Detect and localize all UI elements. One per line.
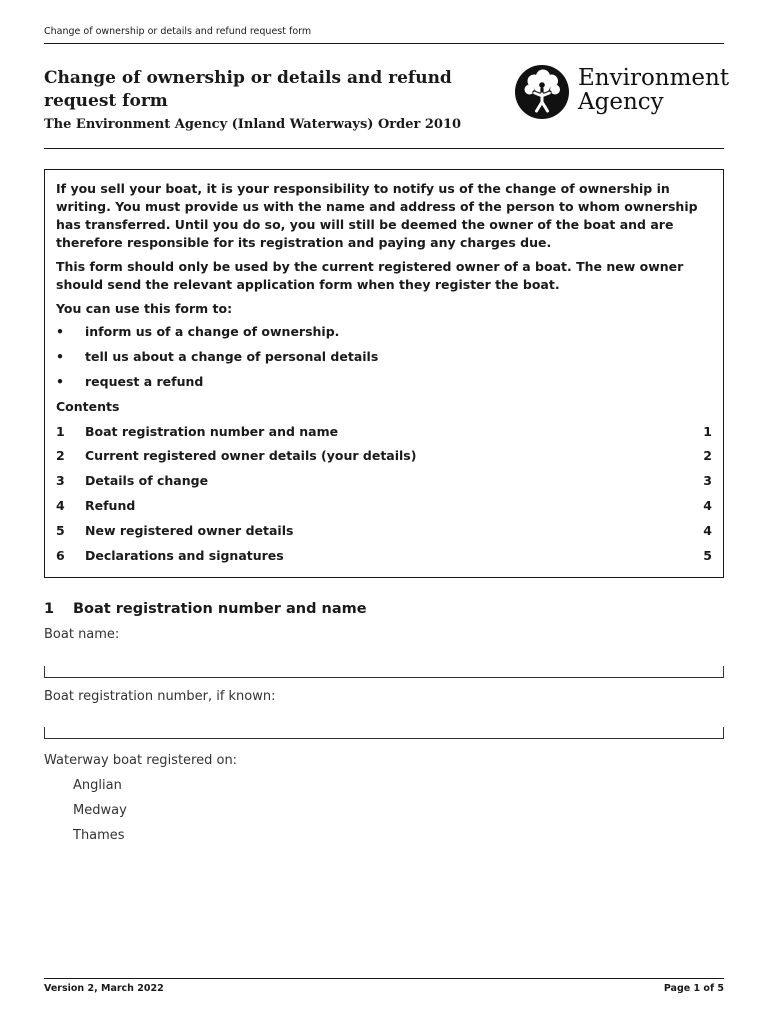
waterway-option-medway[interactable]: Medway [73,803,127,818]
intro-paragraph-2: This form should only be used by the current registered owner of a boat. The new owner should send the relevant application form when they register the boat. [56,259,684,292]
environment-agency-logo [514,64,730,120]
page-title: Change of ownership or details and refund request form [44,68,452,111]
toc-number: 3 [56,473,65,489]
toc-title: Refund [85,497,136,513]
toc-number: 2 [56,448,65,464]
logo-wordmark [578,66,729,114]
bullet-text: tell us about a change of personal details [85,349,379,365]
section-title: Boat registration number and name [73,601,367,617]
bullet-text: request a refund [85,373,204,389]
toc-row[interactable] [56,543,712,568]
tree-person-logo-icon [514,64,570,120]
toc-page: 3 [703,473,712,489]
contents-heading: Contents [56,398,120,414]
logo-line-2: Agency [578,89,664,115]
toc-title: Current registered owner details (your details) [85,448,417,464]
section-number: 1 [44,601,55,617]
toc-page: 4 [703,497,712,513]
toc-row[interactable] [56,419,712,444]
toc-number: 5 [56,522,65,538]
list-item [56,320,712,345]
title-divider [44,148,724,149]
bullet-text: inform us of a change of ownership. [85,324,340,340]
waterway-option-anglian[interactable]: Anglian [73,778,122,793]
toc-row[interactable] [56,469,712,494]
waterway-label: Waterway boat registered on: [44,753,238,768]
section-1-heading [44,601,367,617]
intro-uses-label: You can use this form to: [56,301,233,316]
footer-page-number: Page 1 of 5 [663,983,724,994]
running-header-title: Change of ownership or details and refund request form [44,26,312,37]
toc-page: 5 [703,547,712,563]
toc-page: 1 [703,423,712,439]
bullet-glyph: • [56,373,64,389]
boat-registration-field[interactable] [44,727,724,739]
toc-number: 6 [56,547,65,563]
toc-title: Details of change [85,473,209,489]
logo-line-1: Environment [578,65,730,91]
boat-name-label: Boat name: [44,627,120,642]
toc-title: New registered owner details [85,522,294,538]
boat-registration-label: Boat registration number, if known: [44,689,276,704]
boat-name-field[interactable] [44,666,724,678]
toc-page: 4 [703,522,712,538]
running-header [44,26,724,44]
intro-box [44,169,724,578]
list-item [56,345,712,370]
list-item [56,370,712,395]
page-subtitle: The Environment Agency (Inland Waterways) Order 2010 [44,117,462,132]
toc-row[interactable] [56,518,712,543]
toc-page: 2 [703,448,712,464]
toc-title: Boat registration number and name [85,423,339,439]
intro-paragraph-1: If you sell your boat, it is your responsibility to notify us of the change of ownership in writing. You must provide us with the name and address of the person to whom ownership has transferred. Until you do so, you will still be deemed the owner of the boat and are therefore responsible for its registration and paying any charges due. [56,181,698,250]
toc-number: 1 [56,423,65,439]
waterway-option-thames[interactable]: Thames [73,828,125,843]
footer-divider [44,978,724,979]
bullet-glyph: • [56,324,64,340]
toc-number: 4 [56,497,65,513]
toc-row[interactable] [56,444,712,469]
bullet-glyph: • [56,349,64,365]
toc-row[interactable] [56,494,712,519]
footer-version: Version 2, March 2022 [44,983,164,994]
toc-title: Declarations and signatures [85,547,284,563]
